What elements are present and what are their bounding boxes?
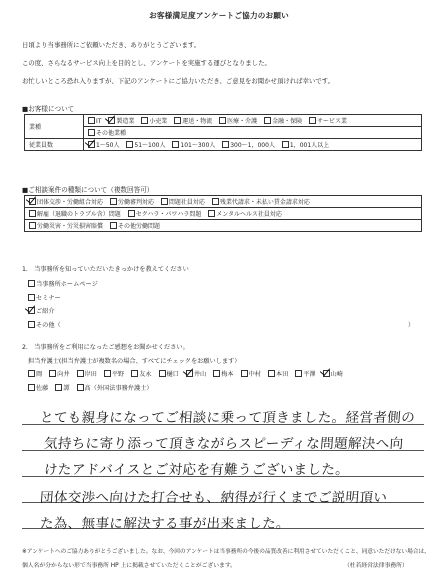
footer-line-1: ※アンケートへのご協力ありがとうございました。なお、今回のアンケートは当事務所の今後の品質改善に利用させていただくこと、同意いただけない場合は、 <box>22 549 430 555</box>
lawyer-mukai[interactable]: 向井 <box>49 371 69 378</box>
checkbox-icon <box>219 117 226 124</box>
lawyer-oka[interactable]: 岡 <box>28 371 42 378</box>
customer-heading: ■お客様について <box>22 105 75 113</box>
checkbox-icon <box>268 370 275 377</box>
case-collective-bargaining[interactable]: 団体交渉・労働組合対応 <box>29 199 103 206</box>
checkbox-icon <box>28 294 35 301</box>
case-labor-tribunal[interactable]: 労働審判対応 <box>110 199 154 206</box>
checkbox-icon <box>241 370 248 377</box>
checkbox-checked-icon <box>323 370 330 377</box>
lawyer-hirasawa[interactable]: 平澤 <box>295 371 315 378</box>
case-harassment[interactable]: セクハラ・パワハラ問題 <box>128 211 202 218</box>
comment-line-1: とても親身になってご相談に乗って頂きました。経営者側の <box>39 410 416 426</box>
cases-row-3 <box>25 220 422 232</box>
q1-option-homepage[interactable]: 当事務所ホームページ <box>28 279 98 288</box>
checkbox-icon <box>110 222 117 229</box>
industry-other[interactable]: その他業種 <box>88 130 126 137</box>
employees-101-300[interactable]: 101～300人 <box>172 142 215 149</box>
checkbox-icon <box>208 210 215 217</box>
checkbox-icon <box>213 370 220 377</box>
checkbox-icon <box>309 117 316 124</box>
comment-line-2: 気持ちに寄り添って頂きながらスピーディな問題解決へ向 <box>43 436 405 452</box>
footer-org: （杜若経営法律事務所） <box>344 563 408 569</box>
industry-it[interactable]: IT <box>88 118 101 125</box>
checkbox-icon <box>128 210 135 217</box>
checkbox-icon <box>212 198 219 205</box>
case-mental-health[interactable]: メンタルヘルス社員対応 <box>208 211 282 218</box>
comment-line-5: た為、無事に解決する事が出来ました。 <box>39 516 291 532</box>
lawyer-yamazaki[interactable]: 山崎 <box>323 371 343 378</box>
checkbox-icon <box>110 198 117 205</box>
lawyer-tan[interactable]: 譚 <box>55 385 69 392</box>
case-dismissal[interactable]: 解雇（退職のトラブル含）問題 <box>29 211 121 218</box>
checkbox-icon <box>29 222 36 229</box>
industry-other-cell <box>84 127 422 139</box>
checkbox-icon <box>282 141 289 148</box>
customer-table <box>24 114 422 151</box>
checkbox-icon <box>131 370 138 377</box>
checkbox-icon <box>264 117 271 124</box>
checkbox-checked-icon <box>28 307 35 314</box>
case-problem-employee[interactable]: 問題社員対応 <box>161 199 205 206</box>
lawyer-ko[interactable]: 髙（外国法事務弁護士） <box>77 385 153 392</box>
q1-question: 1. 当事務所を知っていただいたきっかけを教えてください <box>22 266 189 273</box>
checkbox-checked-icon <box>29 198 36 205</box>
intro-line-1: 日頃より当事務所にご依頼いただき、ありがとうございます。 <box>22 41 201 49</box>
comment-line-4: 団体交渉へ向けた打合せも、納得が行くまでご説明頂い <box>39 490 388 506</box>
industry-label: 業種 <box>25 115 84 139</box>
case-industrial-accident[interactable]: 労働災害・労災損害賠償 <box>29 223 103 230</box>
lawyer-umemoto[interactable]: 梅本 <box>213 371 233 378</box>
footer-line-2: 個人名が分からない形で当事務所 HP 上に掲載させていただくことがございます。 <box>22 563 236 569</box>
checkbox-checked-icon <box>108 117 115 124</box>
checkbox-icon <box>161 198 168 205</box>
case-other-labor[interactable]: その他労働問題 <box>110 223 160 230</box>
checkbox-icon <box>104 370 111 377</box>
industry-manufacturing[interactable]: 製造業 <box>108 118 134 125</box>
industry-options <box>84 115 422 127</box>
lawyer-sato[interactable]: 佐藤 <box>28 385 48 392</box>
industry-retail[interactable]: 小売業 <box>141 118 167 125</box>
employees-1-50[interactable]: 1～50人 <box>88 142 119 149</box>
q2-question: 2. 当事務所をご利用になったご感想をお聞かせください。 <box>22 344 189 351</box>
industry-finance[interactable]: 金融・保険 <box>264 118 302 125</box>
lawyer-kishida[interactable]: 岸田 <box>77 371 97 378</box>
lawyer-hirano[interactable]: 平野 <box>104 371 124 378</box>
q1-option-seminar[interactable]: セミナー <box>28 293 61 302</box>
cases-heading: ■ご相談案件の種類について（複数回答可） <box>22 186 154 194</box>
checkbox-icon <box>77 370 84 377</box>
employee-options <box>84 139 422 151</box>
employees-300-1000[interactable]: 300～1，000人 <box>222 142 275 149</box>
checkbox-icon <box>28 370 35 377</box>
checkbox-icon <box>141 117 148 124</box>
checkbox-icon <box>295 370 302 377</box>
checkbox-icon <box>29 210 36 217</box>
lawyer-row-1 <box>28 369 348 378</box>
lawyer-higuchi[interactable]: 樋口 <box>159 371 179 378</box>
intro-line-2: この度、さらなるサービス向上を目的とし、アンケートを実施する運びとなりました。 <box>22 59 271 67</box>
industry-service[interactable]: サービス業 <box>309 118 347 125</box>
page-title: お客様満足度アンケートご協力のお願い <box>149 11 289 20</box>
checkbox-icon <box>28 384 35 391</box>
checkbox-icon <box>222 141 229 148</box>
q1-other-close-paren: ） <box>408 322 415 329</box>
checkbox-icon <box>174 117 181 124</box>
lawyer-iyama[interactable]: 井山 <box>186 371 206 378</box>
intro-line-3: お忙しいところ恐れ入りますが、下記のアンケートにご協力いただき、ご意見をお聞かせ頂ければ幸いです。 <box>22 77 334 85</box>
checkbox-icon <box>159 370 166 377</box>
industry-logistics[interactable]: 運送・物流 <box>174 118 212 125</box>
checkbox-icon <box>88 117 95 124</box>
employees-label: 従業員数 <box>25 139 84 151</box>
cases-row-2 <box>25 208 422 220</box>
checkbox-icon <box>28 280 35 287</box>
checkbox-icon <box>77 384 84 391</box>
checkbox-icon <box>55 384 62 391</box>
lawyer-tomonaga[interactable]: 友永 <box>131 371 151 378</box>
lawyer-nakamura[interactable]: 中村 <box>241 371 261 378</box>
case-overtime-claims[interactable]: 残業代請求・未払い賃金請求対応 <box>212 199 310 206</box>
checkbox-checked-icon <box>88 141 95 148</box>
checkbox-icon <box>126 141 133 148</box>
comment-line-3: けたアドバイスとご対応を有難うございました。 <box>43 462 350 478</box>
q1-option-other[interactable]: その他（ <box>28 320 61 329</box>
checkbox-icon <box>28 321 35 328</box>
lawyer-prompt: 担当弁護士(担当弁護士が複数名の場合、すべてにチェックをお願いします） <box>28 358 241 365</box>
q1-option-referral[interactable]: ご紹介 <box>28 306 55 315</box>
checkbox-checked-icon <box>186 370 193 377</box>
lawyer-honda[interactable]: 本田 <box>268 371 288 378</box>
employees-51-100[interactable]: 51～100人 <box>126 142 165 149</box>
checkbox-icon <box>49 370 56 377</box>
checkbox-icon <box>172 141 179 148</box>
industry-medical[interactable]: 医療・介護 <box>219 118 257 125</box>
employees-1001-plus[interactable]: 1，001人以上 <box>282 142 329 149</box>
checkbox-icon <box>88 129 95 136</box>
cases-row-1 <box>25 196 422 208</box>
lawyer-row-2 <box>28 383 158 392</box>
cases-table <box>24 195 422 232</box>
